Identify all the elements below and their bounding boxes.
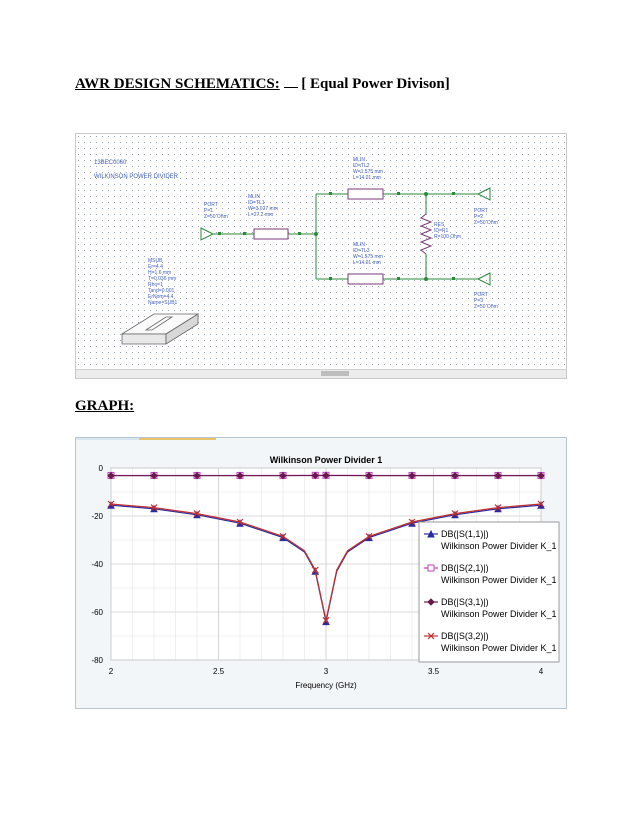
scrollbar-thumb[interactable] xyxy=(321,371,349,376)
tl3-component[interactable] xyxy=(348,274,383,284)
s-parameter-chart[interactable] xyxy=(76,438,566,708)
svg-text:Rho=1: Rho=1 xyxy=(148,282,163,288)
y-tick-label: 0 xyxy=(98,464,103,473)
svg-text:MLIN: MLIN xyxy=(248,194,260,200)
svg-text:W=1.575 mm: W=1.575 mm xyxy=(353,254,383,260)
svg-text:ID=TL3: ID=TL3 xyxy=(353,248,370,254)
tl1-component[interactable] xyxy=(254,229,288,239)
schematic-title: WILKINSON POWER DIVIDER xyxy=(94,174,179,180)
svg-text:ErNom=4.4: ErNom=4.4 xyxy=(148,294,174,300)
svg-text:PORT: PORT xyxy=(474,292,488,298)
graph-window[interactable] xyxy=(75,437,567,709)
schematic-window[interactable] xyxy=(75,133,567,379)
svg-text:L=14.01 mm: L=14.01 mm xyxy=(353,260,381,266)
tl2-component[interactable] xyxy=(348,189,383,199)
x-tick-label: 4 xyxy=(538,667,544,676)
svg-text:MLIN: MLIN xyxy=(353,242,365,248)
svg-text:Z=50 Ohm: Z=50 Ohm xyxy=(474,304,498,310)
x-tick-label: 3.5 xyxy=(427,667,440,676)
svg-text:ID=TL2: ID=TL2 xyxy=(353,163,370,169)
svg-text:W=1.575 mm: W=1.575 mm xyxy=(353,169,383,175)
legend-series-subname: Wilkinson Power Divider K_1 xyxy=(441,575,557,585)
svg-text:Z=50 Ohm: Z=50 Ohm xyxy=(474,220,498,226)
svg-text:R=100 Ohm: R=100 Ohm xyxy=(434,234,462,240)
legend-series-name: DB(|S(3,1)|) xyxy=(441,597,489,607)
schematic-heading xyxy=(75,76,450,93)
svg-text:L=27.2 mm: L=27.2 mm xyxy=(248,212,274,218)
svg-text:Z=50 Ohm: Z=50 Ohm xyxy=(204,214,228,220)
chart-title: Wilkinson Power Divider 1 xyxy=(269,455,383,465)
legend-series-name: DB(|S(2,1)|) xyxy=(441,563,489,573)
svg-text:P=1: P=1 xyxy=(204,208,214,214)
schematic-scrollbar[interactable] xyxy=(76,369,566,378)
svg-text:PORT: PORT xyxy=(204,202,218,208)
x-tick-label: 3 xyxy=(323,667,329,676)
legend-series-name: DB(|S(1,1)|) xyxy=(441,529,489,539)
schematic-heading-suffix: [ Equal Power Divison] xyxy=(301,76,450,92)
chart-legend[interactable] xyxy=(419,522,559,662)
svg-text:PORT: PORT xyxy=(474,208,488,214)
y-tick-label: -20 xyxy=(91,512,103,521)
svg-text:W=3.027 mm: W=3.027 mm xyxy=(248,206,278,212)
svg-text:Tand=0.001: Tand=0.001 xyxy=(148,288,175,294)
y-tick-label: -60 xyxy=(91,608,103,617)
x-tick-label: 2 xyxy=(108,667,114,676)
legend-series-subname: Wilkinson Power Divider K_1 xyxy=(441,541,557,551)
svg-text:L=14.01 mm: L=14.01 mm xyxy=(353,175,381,181)
y-tick-label: -40 xyxy=(91,560,103,569)
svg-text:RES: RES xyxy=(434,222,445,228)
schematic-canvas[interactable] xyxy=(76,134,566,370)
graph-heading: GRAPH: xyxy=(75,398,135,414)
svg-text:MLIN: MLIN xyxy=(353,157,365,163)
svg-text:P=2: P=2 xyxy=(474,214,484,220)
y-tick-label: -80 xyxy=(91,656,103,665)
svg-text:P=3: P=3 xyxy=(474,298,484,304)
svg-text:H=1.6 mm: H=1.6 mm xyxy=(148,270,172,276)
data-point xyxy=(428,565,434,571)
legend-series-subname: Wilkinson Power Divider K_1 xyxy=(441,609,557,619)
svg-text:ID=R1: ID=R1 xyxy=(434,228,449,234)
svg-text:T=0.036 mm: T=0.036 mm xyxy=(148,276,177,282)
chart-xlabel: Frequency (GHz) xyxy=(295,681,357,690)
svg-text:Er=4.4: Er=4.4 xyxy=(148,264,163,270)
svg-text:ID=TL1: ID=TL1 xyxy=(248,200,265,206)
x-tick-label: 2.5 xyxy=(212,667,225,676)
schematic-heading-prefix: AWR DESIGN SCHEMATICS: xyxy=(75,76,280,92)
svg-text:MSUB: MSUB xyxy=(148,258,163,264)
schematic-id-label: 13BEC0060 xyxy=(94,160,127,166)
svg-text:Name=SUB1: Name=SUB1 xyxy=(148,300,178,306)
legend-series-subname: Wilkinson Power Divider K_1 xyxy=(441,643,557,653)
legend-series-name: DB(|S(3,2)|) xyxy=(441,631,489,641)
